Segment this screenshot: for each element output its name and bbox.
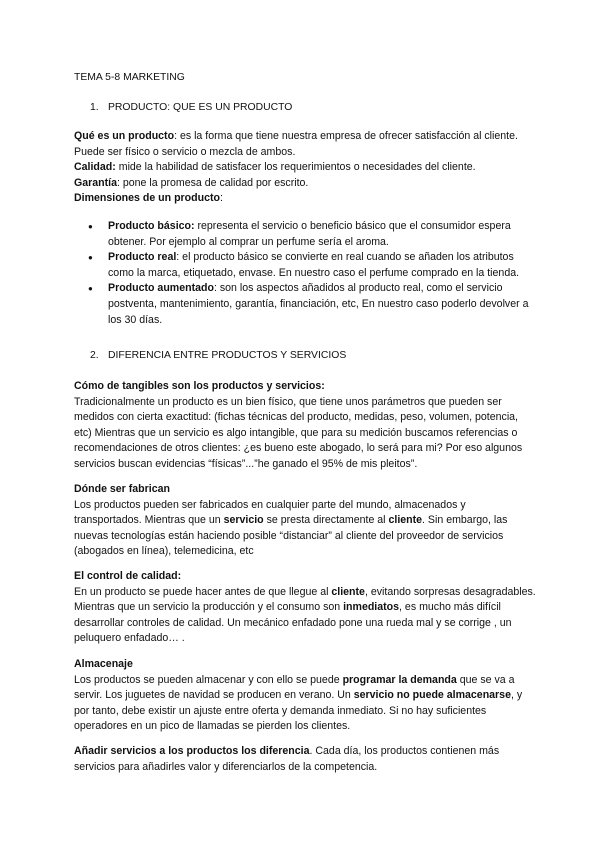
almacenaje-heading-text: Almacenaje [74, 658, 133, 670]
control-text [74, 585, 536, 647]
almacenaje-text [74, 673, 536, 735]
tangibles-heading-text: Cómo de tangibles son los productos y servicios: [74, 380, 325, 392]
dimensiones-label: Dimensiones de un producto [74, 192, 220, 205]
fabrican-bold-1: servicio [223, 514, 264, 527]
almacenaje-text-1: Los productos se pueden almacenar y con ello se puede [74, 673, 343, 686]
almacenaje-text-3: , y por tanto, debe existir un ajuste entre oferta y demanda inmediato. Si no hay suficientes operadores en un pico de llamadas se pierden los clientes. [74, 689, 523, 733]
dimensiones-list [74, 219, 536, 328]
que-es-paragraph [74, 129, 536, 160]
garantia-label: Garantía [74, 176, 117, 189]
anadir-section [74, 744, 536, 775]
bullet-label: Producto aumentado [108, 282, 214, 295]
control-text-2: , evitando sorpresas desagradables. Mientras que un servicio la producción y el consumo son [74, 585, 536, 614]
anadir-label: Añadir servicios a los productos los diferencia [74, 745, 310, 757]
control-heading-text: El control de calidad: [74, 570, 182, 582]
control-bold-2: inmediatos [343, 601, 400, 614]
tangibles-heading [74, 379, 536, 395]
section-1-heading [90, 102, 292, 113]
list-item [74, 250, 536, 281]
calidad-paragraph [74, 160, 536, 176]
que-es-text: : es la forma que tiene nuestra empresa de ofrecer satisfacción al cliente. Puede ser físico o servicio o mezcla de ambos. [74, 130, 518, 158]
tangibles-text: Tradicionalmente un producto es un bien físico, que tiene unos parámetros que pueden ser medidos con cierta exactitud: (fichas técnicas del producto, medidas, peso, volumen, potencia, etc) Mientras que un servicio es algo intangible, que para su medición buscamos referencias o recomendaciones de otros clientes: ¿es bueno este abogado, lo será para mi? Por eso algunos servicios buscan evidencias “físicas”...”he ganado el 95% de mis pleitos”. [74, 395, 523, 470]
fabrican-text-1: Los productos pueden ser fabricados en cualquier parte del mundo, almacenados y transportados. Mientras que un [74, 498, 466, 527]
garantia-text: : pone la promesa de calidad por escrito. [116, 176, 309, 189]
control-text-1: En un producto se puede hacer antes de que llegue al [74, 585, 332, 598]
section-1-definitions [74, 129, 536, 207]
section-1-heading-text: PRODUCTO: QUE ES UN PRODUCTO [108, 102, 293, 113]
control-text-3: , es mucho más difícil desarrollar controles de calidad. Un mecánico enfadado pone una rueda mal y se corrige , un peluquero enfadado… . [74, 601, 512, 645]
fabrican-text-2: se presta directamente al [263, 514, 389, 527]
anadir-paragraph [74, 744, 536, 775]
fabrican-text-3: . Sin embargo, las nuevas tecnologías están haciendo posible “distanciar” al cliente del proveedor de servicios (abogados en línea), telemedicina, etc [74, 514, 508, 558]
document-title: TEMA 5-8 MARKETING [74, 72, 185, 83]
bullet-text: : son los aspectos añadidos al producto real, como el servicio postventa, mantenimiento, garantía, financiación, etc, En nuestro caso poderlo devolver a los 30 días. [108, 282, 529, 326]
anadir-text: . Cada día, los productos contienen más servicios para añadirles valor y diferenciarlos de la competencia. [74, 745, 500, 773]
fabrican-bold-2: cliente [388, 514, 423, 527]
bullet-text: representa el servicio o beneficio básico que el consumidor espera obtener. Por ejemplo al comprar un perfume sería el aroma. [108, 220, 511, 248]
control-section [74, 569, 536, 647]
control-heading [74, 569, 536, 585]
control-bold-1: cliente [331, 585, 365, 598]
fabrican-heading-text: Dónde ser fabrican [74, 483, 170, 495]
almacenaje-text-2: que se va a servir. Los juguetes de navidad se producen en verano. Un [74, 673, 515, 702]
almacenaje-heading [74, 657, 536, 673]
list-item [74, 281, 536, 328]
section-2-number: 2. [90, 350, 99, 361]
garantia-paragraph [74, 176, 536, 192]
dimensiones-colon: : [219, 192, 223, 205]
fabrican-section [74, 482, 536, 560]
bullet-label: Producto real [108, 251, 177, 264]
almacenaje-section [74, 657, 536, 735]
bullet-label: Producto básico: [108, 220, 195, 232]
section-2-heading-text: DIFERENCIA ENTRE PRODUCTOS Y SERVICIOS [108, 350, 347, 361]
fabrican-text [74, 498, 536, 560]
section-2-heading [90, 350, 346, 361]
section-1-number: 1. [90, 102, 99, 113]
tangibles-section [74, 379, 536, 473]
bullet-text: : el producto básico se convierte en real cuando se añaden los atributos como la marca, etiquetado, envase. En nuestro caso el perfume comprado en la tienda. [108, 251, 520, 279]
dimensiones-paragraph [74, 191, 536, 207]
calidad-label: Calidad: [74, 161, 116, 174]
almacenaje-bold-2: servicio no puede almacenarse [353, 689, 511, 702]
calidad-text: mide la habilidad de satisfacer los requerimientos o necesidades del cliente. [115, 161, 476, 174]
list-item [74, 219, 536, 250]
que-es-label: Qué es un producto [74, 130, 175, 142]
fabrican-heading [74, 482, 536, 498]
almacenaje-bold-1: programar la demanda [342, 673, 457, 686]
